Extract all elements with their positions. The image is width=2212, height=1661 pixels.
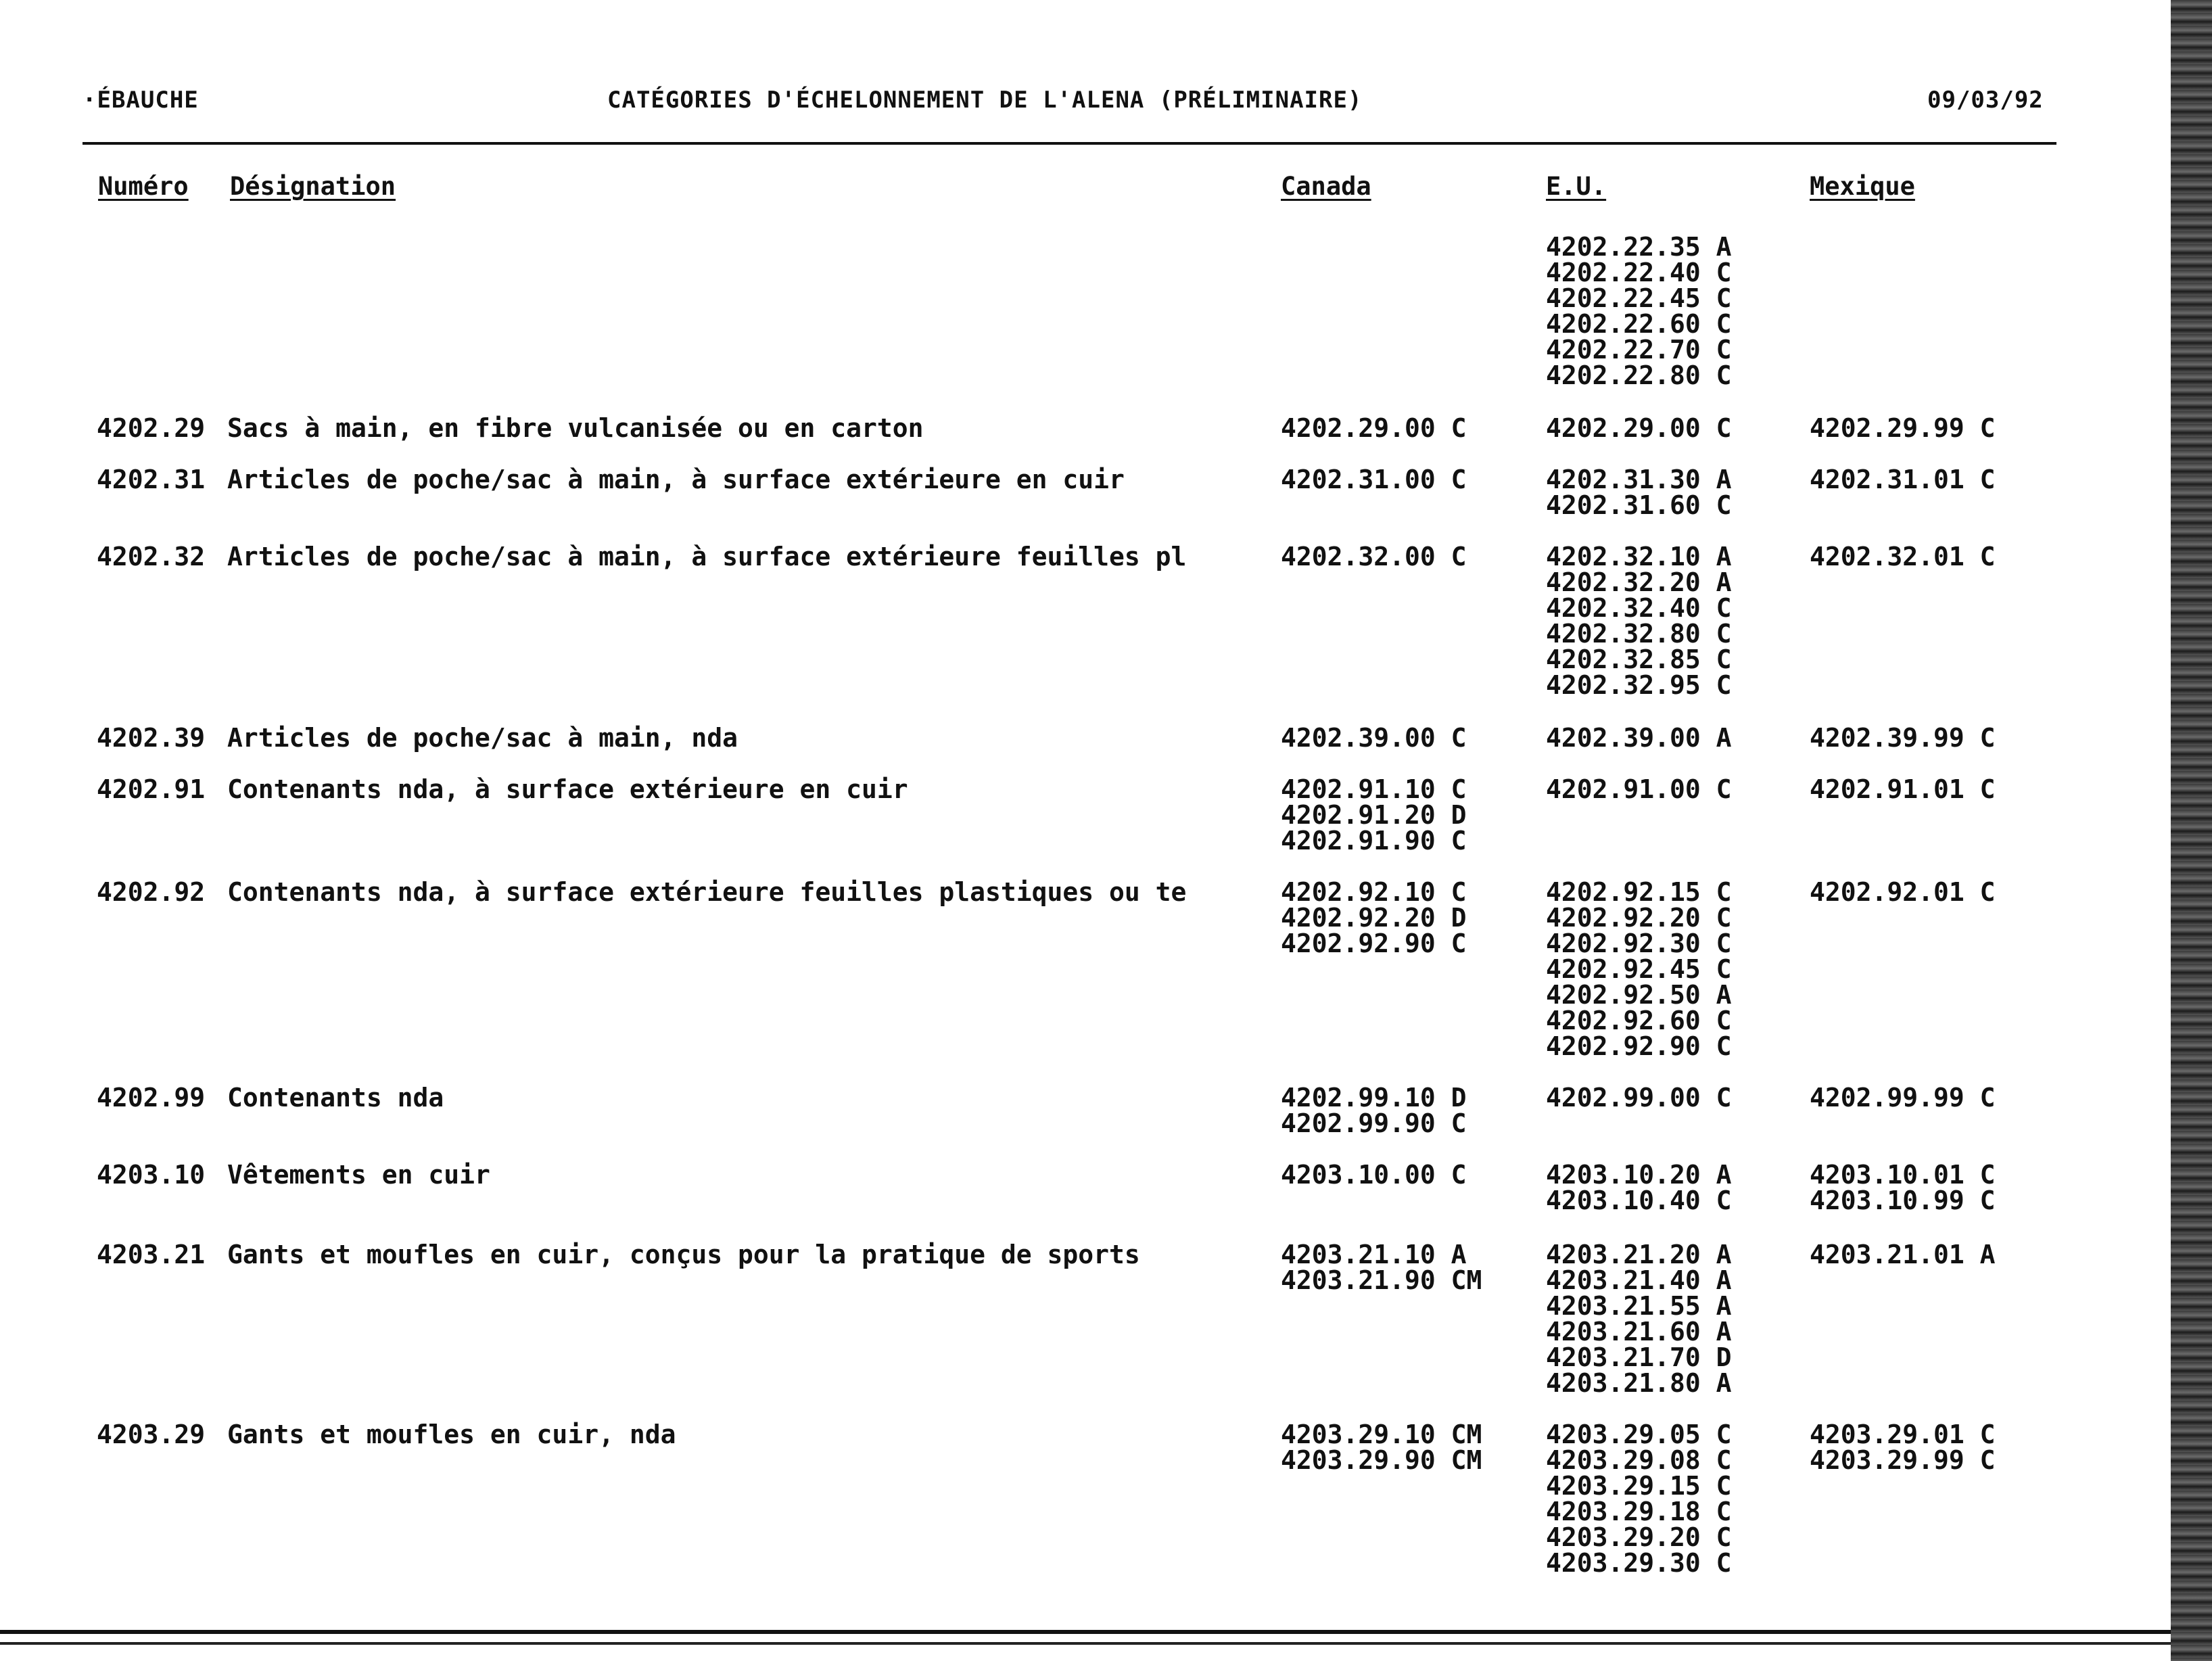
tariff-code: 4203.29.08 C [1546,1445,1732,1475]
tariff-code: 4202.99.99 C [1810,1083,1996,1113]
row-number: 4202.91 [97,774,206,804]
mexique-codes [1810,467,1996,492]
row-number: 4202.32 [97,542,206,571]
row-number: 4203.21 [97,1240,206,1269]
tariff-code: 4202.32.85 C [1546,645,1732,674]
tariff-code: 4203.10.40 C [1546,1186,1732,1215]
tariff-code: 4202.29.00 C [1546,413,1732,443]
tariff-code: 4202.99.90 C [1281,1108,1467,1138]
mexique-codes [1810,879,1996,905]
us-codes [1546,1422,1732,1576]
tariff-code: 4203.21.40 A [1546,1265,1732,1295]
row-designation: Vêtements en cuir [227,1160,490,1190]
mexique-codes [1810,1083,1996,1113]
tariff-code: 4202.31.00 C [1281,465,1467,494]
canada-codes [1281,1422,1482,1473]
tariff-code: 4202.92.20 C [1546,903,1732,933]
tariff-code: 4202.39.99 C [1810,723,1996,753]
us-codes [1546,1083,1732,1113]
tariff-code: 4202.22.45 C [1546,283,1732,313]
row-number: 4202.29 [97,413,206,443]
tariff-code: 4202.91.90 C [1281,826,1467,856]
row-designation: Articles de poche/sac à main, nda [227,723,738,753]
column-header-numero: Numéro [98,172,189,201]
mexique-codes [1810,1162,1996,1213]
tariff-code: 4202.32.10 A [1546,542,1732,571]
row-number: 4202.31 [97,465,206,494]
canada-codes [1281,415,1467,441]
tariff-code: 4203.21.20 A [1546,1240,1732,1269]
row-designation: Articles de poche/sac à main, à surface extérieure feuilles pl [227,542,1187,571]
mexique-codes [1810,1422,1996,1473]
tariff-code: 4202.92.90 C [1546,1031,1732,1061]
us-codes [1546,1162,1732,1213]
tariff-code: 4202.29.00 C [1281,413,1467,443]
tariff-code: 4202.32.01 C [1810,542,1996,571]
tariff-code: 4202.92.20 D [1281,903,1467,933]
tariff-code: 4202.92.10 C [1281,877,1467,907]
row-number: 4202.92 [97,877,206,907]
tariff-code: 4202.39.00 A [1546,723,1732,753]
tariff-code: 4203.10.99 C [1810,1186,1996,1215]
column-header-mexique: Mexique [1810,172,1915,201]
row-number: 4203.29 [97,1420,206,1449]
tariff-code: 4202.92.15 C [1546,877,1732,907]
us-codes [1546,1242,1732,1396]
column-header-canada: Canada [1281,172,1371,201]
column-header-us: E.U. [1546,172,1607,201]
row-designation: Sacs à main, en fibre vulcanisée ou en carton [227,413,924,443]
canada-codes [1281,544,1467,569]
tariff-code: 4202.91.20 D [1281,800,1467,830]
document-title: CATÉGORIES D'ÉCHELONNEMENT DE L'ALENA (PRÉLIMINAIRE) [607,87,1363,114]
tariff-code: 4202.91.10 C [1281,774,1467,804]
tariff-code: 4203.21.10 A [1281,1240,1467,1269]
tariff-code: 4202.99.00 C [1546,1083,1732,1113]
tariff-code: 4202.32.00 C [1281,542,1467,571]
tariff-code: 4202.39.00 C [1281,723,1467,753]
tariff-code: 4202.31.60 C [1546,490,1732,520]
tariff-code: 4203.29.05 C [1546,1420,1732,1449]
tariff-code: 4202.22.70 C [1546,335,1732,365]
tariff-code: 4202.92.45 C [1546,954,1732,984]
tariff-code: 4203.10.20 A [1546,1160,1732,1190]
row-number: 4203.10 [97,1160,206,1190]
tariff-code: 4203.29.99 C [1810,1445,1996,1475]
mexique-codes [1810,1242,1996,1267]
tariff-code: 4202.32.40 C [1546,593,1732,623]
tariff-code: 4203.10.01 C [1810,1160,1996,1190]
row-designation: Contenants nda, à surface extérieure feuilles plastiques ou te [227,877,1187,907]
tariff-code: 4203.21.60 A [1546,1317,1732,1347]
us-codes [1546,544,1732,698]
tariff-code: 4202.22.35 A [1546,232,1732,262]
tariff-code: 4203.29.30 C [1546,1548,1732,1578]
tariff-code: 4202.31.30 A [1546,465,1732,494]
footer-rule [0,1630,2178,1634]
canada-codes [1281,1242,1482,1293]
row-designation: Articles de poche/sac à main, à surface extérieure en cuir [227,465,1125,494]
document-date: 09/03/92 [1927,87,2044,114]
tariff-code: 4203.21.70 D [1546,1342,1732,1372]
tariff-code: 4203.29.90 CM [1281,1445,1482,1475]
us-codes [1546,776,1732,802]
tariff-code: 4203.29.20 C [1546,1522,1732,1552]
draft-label: ·ÉBAUCHE [83,87,199,114]
tariff-code: 4202.22.60 C [1546,309,1732,339]
tariff-code: 4203.21.55 A [1546,1291,1732,1321]
tariff-code: 4203.10.00 C [1281,1160,1467,1190]
tariff-code: 4203.29.10 CM [1281,1420,1482,1449]
canada-codes [1281,879,1467,956]
row-number: 4202.39 [97,723,206,753]
canada-codes [1281,725,1467,751]
row-designation: Contenants nda [227,1083,444,1113]
tariff-code: 4202.92.30 C [1546,929,1732,958]
header-rule [83,142,2056,145]
mexique-codes [1810,544,1996,569]
tariff-code: 4202.91.01 C [1810,774,1996,804]
canada-codes [1281,1162,1467,1188]
canada-codes [1281,1085,1467,1136]
row-designation: Contenants nda, à surface extérieure en cuir [227,774,908,804]
footer-rule-secondary [0,1642,2178,1645]
tariff-code: 4203.21.01 A [1810,1240,1996,1269]
tariff-code: 4202.92.01 C [1810,877,1996,907]
us-codes [1546,467,1732,518]
tariff-code: 4202.99.10 D [1281,1083,1467,1113]
tariff-code: 4202.22.80 C [1546,360,1732,390]
tariff-code: 4202.92.50 A [1546,980,1732,1010]
tariff-code: 4202.32.20 A [1546,567,1732,597]
us-codes [1546,879,1732,1059]
us-codes [1546,725,1732,751]
canada-codes [1281,467,1467,492]
us-codes [1546,415,1732,441]
canada-codes [1281,774,1467,856]
tariff-code: 4203.29.01 C [1810,1420,1996,1449]
tariff-code: 4202.32.80 C [1546,619,1732,649]
tariff-code: 4202.92.60 C [1546,1006,1732,1035]
tariff-code: 4202.92.90 C [1281,929,1467,958]
mexique-codes [1810,725,1996,751]
column-header-designation: Désignation [230,172,396,201]
tariff-code: 4203.21.80 A [1546,1368,1732,1398]
tariff-code: 4202.31.01 C [1810,465,1996,494]
mexique-codes [1810,776,1996,802]
row-designation: Gants et moufles en cuir, conçus pour la pratique de sports [227,1240,1140,1269]
tariff-code: 4202.91.00 C [1546,774,1732,804]
tariff-code: 4202.22.40 C [1546,258,1732,287]
scan-edge [2171,0,2212,1661]
tariff-code: 4202.32.95 C [1546,670,1732,700]
mexique-codes [1810,415,1996,441]
tariff-code: 4203.29.15 C [1546,1471,1732,1501]
row-designation: Gants et moufles en cuir, nda [227,1420,676,1449]
tariff-code: 4203.21.90 CM [1281,1265,1482,1295]
row-number: 4202.99 [97,1083,206,1113]
tariff-code: 4202.29.99 C [1810,413,1996,443]
us-codes [1546,234,1732,388]
tariff-code: 4203.29.18 C [1546,1497,1732,1526]
